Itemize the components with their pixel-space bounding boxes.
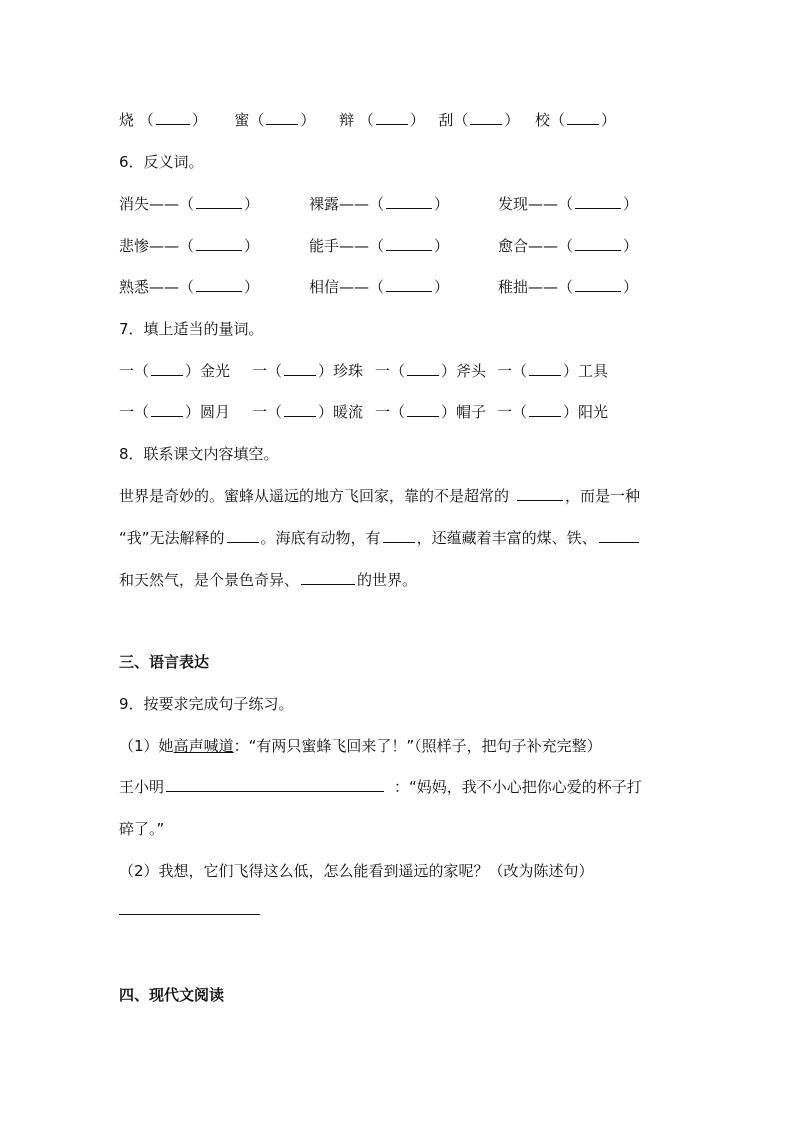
antonym-item: 相信——（ ） — [309, 278, 450, 296]
q8-line-3: 和天然气，是个景色奇异、 的世界。 — [119, 571, 418, 589]
answer-blank[interactable] — [156, 123, 190, 125]
antonym-item: 能手——（ ） — [309, 237, 450, 255]
measure-item: 一（ ）阳光 — [497, 403, 609, 421]
answer-line[interactable] — [119, 914, 260, 915]
measure-item: 一（ ）工具 — [497, 362, 609, 380]
measure-item: 一（ ）金光 — [119, 362, 231, 380]
answer-blank[interactable] — [376, 123, 408, 125]
answer-blank[interactable] — [166, 790, 384, 792]
answer-blank[interactable] — [301, 583, 355, 585]
measure-item: 一（ ）珍珠 — [252, 362, 364, 380]
answer-blank[interactable] — [386, 207, 432, 209]
measure-item: 一（ ）帽子 — [375, 403, 487, 421]
answer-blank[interactable] — [407, 415, 439, 417]
q5-char: 蜜 — [234, 111, 250, 129]
answer-blank[interactable] — [151, 374, 183, 376]
answer-blank[interactable] — [266, 123, 298, 125]
answer-blank[interactable] — [529, 415, 561, 417]
q7-title: 7．填上适当的量词。 — [119, 320, 264, 338]
antonym-item: 愈合——（ ） — [498, 237, 639, 255]
q5-char: 刮 — [438, 111, 454, 129]
answer-blank[interactable] — [196, 249, 242, 251]
q5-char: 校 — [535, 111, 551, 129]
antonym-item: 消失——（ ） — [119, 195, 260, 213]
answer-blank[interactable] — [386, 290, 432, 292]
answer-blank[interactable] — [151, 415, 183, 417]
q9-part-1-answer: 王小明 ：“妈妈，我不小心把你心爱的杯子打 — [119, 778, 642, 796]
answer-blank[interactable] — [284, 415, 316, 417]
answer-blank[interactable] — [386, 249, 432, 251]
q9-part-1: （1）她高声喊道：“有两只蜜蜂飞回来了！”（照样子，把句子补充完整） — [119, 737, 602, 755]
q5-char: 辩 — [339, 111, 355, 129]
section-title: 四、现代文阅读 — [119, 986, 225, 1004]
q8-line-1: 世界是奇妙的。蜜蜂从遥远的地方飞回家，靠的不是超常的 ，而是一种 — [119, 487, 641, 505]
measure-item: 一（ ）圆月 — [119, 403, 231, 421]
answer-blank[interactable] — [517, 499, 563, 501]
answer-blank[interactable] — [599, 541, 639, 543]
measure-item: 一（ ）斧头 — [375, 362, 487, 380]
answer-blank[interactable] — [529, 374, 561, 376]
answer-blank[interactable] — [575, 249, 621, 251]
answer-blank[interactable] — [284, 374, 316, 376]
answer-blank[interactable] — [567, 123, 599, 125]
q9-part-1-cont: 碎了。” — [119, 820, 165, 838]
antonym-item: 发现——（ ） — [498, 195, 639, 213]
answer-blank[interactable] — [196, 290, 242, 292]
antonym-item: 悲惨——（ ） — [119, 237, 260, 255]
answer-blank[interactable] — [383, 541, 415, 543]
antonym-item: 裸露——（ ） — [309, 195, 450, 213]
answer-blank[interactable] — [407, 374, 439, 376]
underlined-phrase: 高声喊道 — [173, 737, 234, 755]
q8-line-2: “我”无法解释的 。海底有动物，有 ，还蕴藏着丰富的煤、铁、 — [119, 527, 641, 548]
q5-char: 烧 — [119, 111, 135, 129]
q8-title: 8．联系课文内容填空。 — [119, 445, 279, 463]
antonym-item: 稚拙——（ ） — [498, 278, 639, 296]
q9-title: 9．按要求完成句子练习。 — [119, 695, 294, 713]
q9-part-2: （2）我想，它们飞得这么低，怎么能看到遥远的家呢？（改为陈述句） — [119, 862, 594, 880]
q6-title: 6．反义词。 — [119, 153, 204, 171]
section-title: 三、语言表达 — [119, 653, 210, 671]
measure-item: 一（ ）暖流 — [252, 403, 364, 421]
antonym-item: 熟悉——（ ） — [119, 278, 260, 296]
answer-blank[interactable] — [575, 290, 621, 292]
answer-blank[interactable] — [470, 123, 502, 125]
answer-blank[interactable] — [575, 207, 621, 209]
answer-blank[interactable] — [196, 207, 242, 209]
q5-row: 烧 （ ） 蜜（ ） 辩 （ ） 刮（ ） 校（ ） — [119, 111, 617, 129]
answer-blank[interactable] — [227, 541, 259, 543]
